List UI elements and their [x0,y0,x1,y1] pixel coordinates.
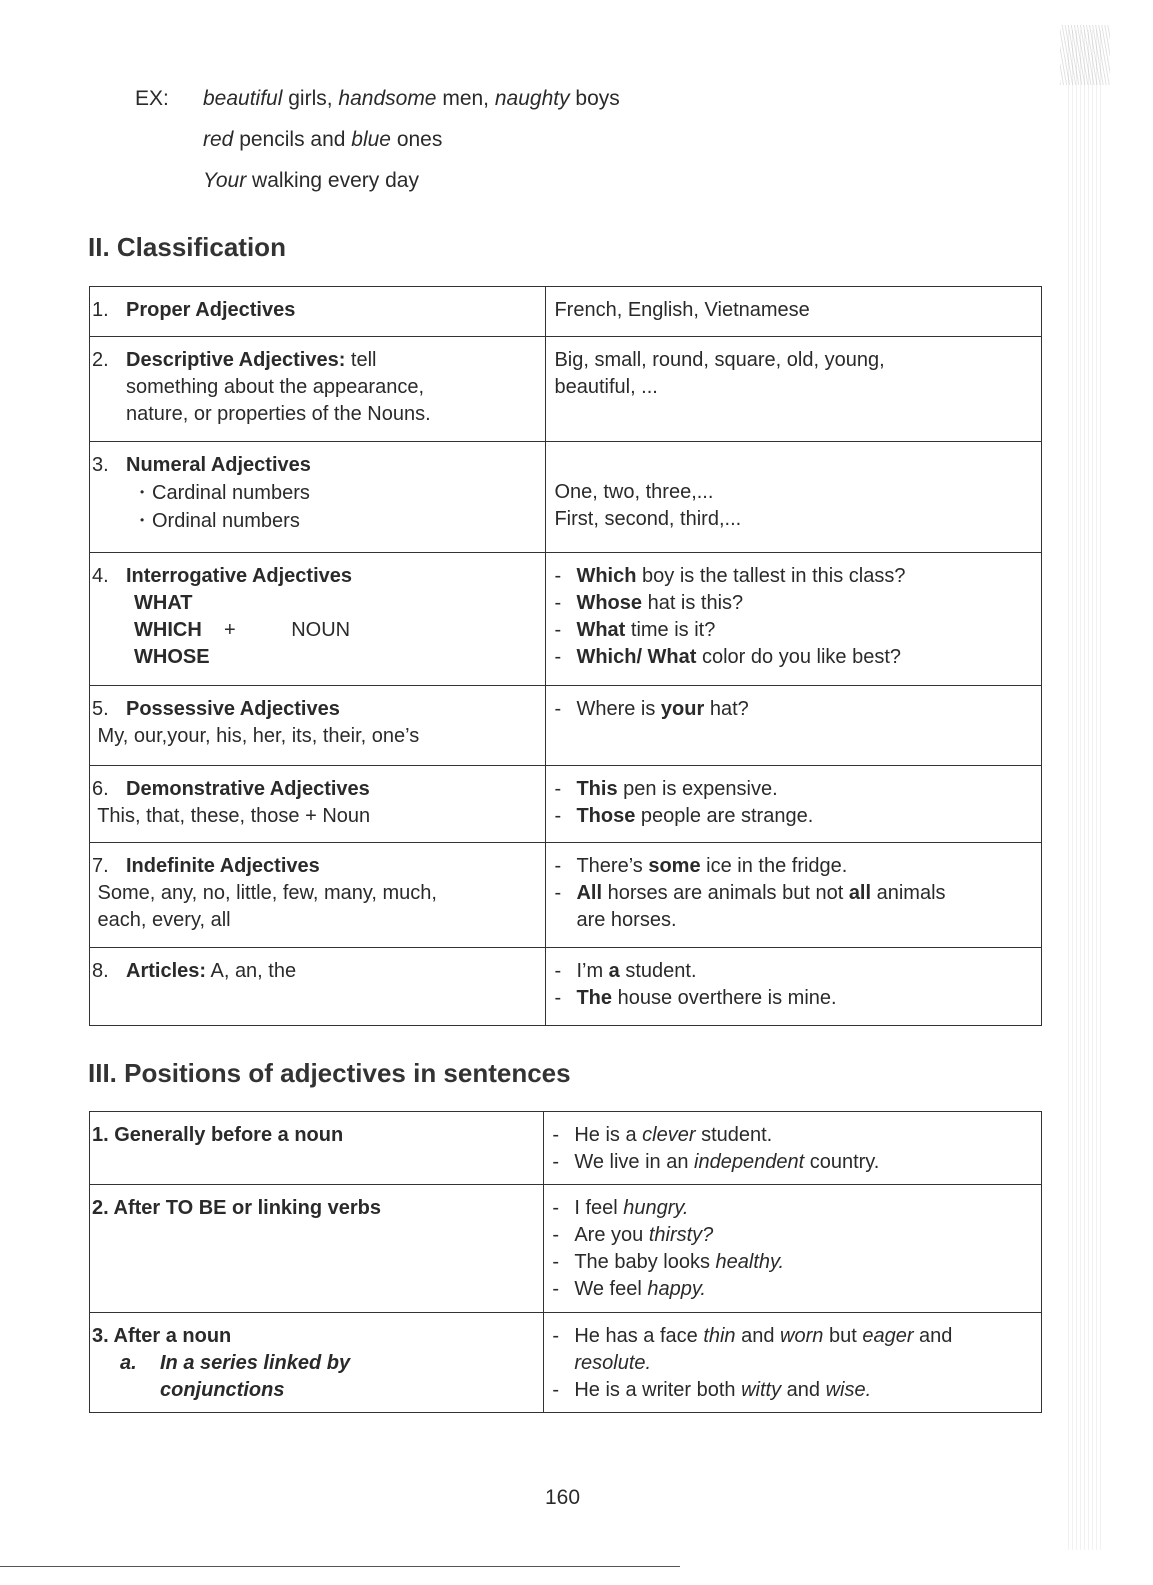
cell-line [92,563,539,590]
example-cell [546,766,1042,843]
bottom-rule [0,1566,680,1567]
text-run: - [554,778,562,800]
text-run: In a series linked by [160,1352,351,1374]
text-run: - [552,1151,560,1173]
text-run: but [823,1325,863,1347]
text-run: WHICH [134,619,202,641]
text-run: He is a [574,1124,643,1146]
cell-line [92,1195,537,1222]
cell-line [554,374,1035,401]
cell-line [92,374,539,401]
text-run: French, English, Vietnamese [554,299,810,321]
text-run: people are strange. [635,805,814,827]
category-cell [90,948,546,1026]
text-run: happy. [647,1278,706,1300]
example-cell [544,1112,1042,1185]
text-run: 4. [92,565,109,587]
text-run: and [735,1325,781,1347]
text-run: Numeral Adjectives [126,454,311,476]
text-run: Articles: [126,960,207,982]
text-run: Your [203,169,247,192]
table-row [90,1313,1042,1413]
cell-line [92,958,539,985]
cell-line [554,506,1035,533]
text-run: Demonstrative Adjectives [126,778,370,800]
text-run: Those [576,805,636,827]
text-run: A, an, the [206,960,297,982]
text-run: your [660,698,705,720]
text-run: and [781,1379,826,1401]
text-run: - [552,1124,560,1146]
text-run: - [554,855,562,877]
example-cell [546,686,1042,766]
cell-line [554,776,1035,803]
text-run: hat? [704,698,749,720]
category-cell [90,686,546,766]
text-run: witty [741,1379,782,1401]
text-run: Whose [576,592,643,614]
text-run: Interrogative Adjectives [126,565,353,587]
text-run: • [140,485,145,499]
cell-line [92,347,539,374]
text-run [552,1350,574,1377]
text-run: pen is expensive. [617,778,778,800]
text-run: men, [436,87,495,110]
text-run [554,907,576,934]
text-run: thirsty? [648,1224,714,1246]
text-run: girls, [282,87,339,110]
classification-heading: II. Classification [88,232,286,262]
example-cell [546,337,1042,442]
cell-line [92,617,539,644]
text-run: color do you like best? [696,646,901,668]
cell-line [554,907,1035,934]
text-run: hungry. [623,1197,689,1219]
text-run: 5. [92,698,109,720]
category-cell [90,1185,544,1313]
example-cell [546,843,1042,948]
category-cell [90,337,546,442]
text-run: The [576,987,613,1009]
cell-line [554,696,1035,723]
classification-table [89,286,1042,1026]
text-run: 6. [92,778,109,800]
cell-line [92,297,539,324]
text-run: Which [576,565,637,587]
text-run: Possessive Adjectives [126,698,340,720]
text-run: student. [695,1124,773,1146]
cell-line [92,696,539,723]
example-text-2 [203,128,442,151]
cell-line [92,644,539,671]
cell-line [554,617,1035,644]
text-run: 2. [92,349,109,371]
text-run: conjunctions [160,1379,285,1401]
category-cell [90,442,546,553]
cell-line [552,1276,1035,1303]
cell-line [92,907,539,934]
text-run: - [554,565,562,587]
text-run: - [554,619,562,641]
text-run: - [554,987,562,1009]
table-row [90,766,1042,843]
text-run: - [554,960,562,982]
cell-line [552,1195,1035,1222]
cell-line [552,1350,1035,1377]
text-run: Ordinal numbers [152,510,300,532]
text-run: each, every, all [92,909,231,931]
text-run: tell [345,349,377,371]
text-run: - [552,1197,560,1219]
cell-line [554,803,1035,830]
category-cell [90,553,546,686]
cell-line [92,723,539,750]
cell-line [92,853,539,880]
text-run: 2. After TO BE or linking verbs [92,1197,381,1219]
text-run: I’m [576,960,609,982]
examples-label: EX: [135,87,169,110]
table-row [90,1185,1042,1313]
positions-heading: III. Positions of adjectives in sentences [88,1058,571,1088]
text-run: This, that, these, those + Noun [92,805,371,827]
text-run: Proper Adjectives [126,299,296,321]
text-run: and [913,1325,953,1347]
text-run: - [552,1251,560,1273]
text-run: a [608,960,620,982]
cell-line [552,1149,1035,1176]
text-run: naughty [494,87,570,110]
text-run: 7. [92,855,109,877]
cell-line [92,401,539,428]
text-run: He is a writer both [574,1379,742,1401]
text-run: WHAT [134,592,193,614]
cell-line [92,1377,537,1404]
text-run: 3. [92,454,109,476]
text-run: hat is this? [642,592,744,614]
text-run: beautiful [203,87,283,110]
cell-line [92,803,539,830]
text-run: - [554,698,562,720]
example-text-3 [203,169,419,192]
text-run: + NOUN [201,619,351,641]
text-run: My, our,your, his, her, its, their, one’s [92,725,420,747]
text-run: some [648,855,701,877]
text-run: red [203,128,234,151]
text-run: time is it? [625,619,716,641]
text-run: wise. [825,1379,872,1401]
text-run: house overthere is mine. [612,987,837,1009]
cell-line [92,880,539,907]
text-run: - [552,1379,560,1401]
text-run: Are you [574,1224,649,1246]
cell-line [554,985,1035,1012]
category-cell [90,1112,544,1185]
cell-line [92,1350,537,1377]
text-run: 8. [92,960,109,982]
text-run: horses are animals but not [602,882,849,904]
text-run: nature, or properties of the Nouns. [126,403,431,425]
text-run: First, second, third,... [554,508,742,530]
cell-line [552,1323,1035,1350]
category-cell [90,766,546,843]
example-line-3 [135,160,620,201]
text-run: worn [780,1325,824,1347]
text-run [554,454,560,476]
text-run: student. [619,960,697,982]
cell-line [552,1222,1035,1249]
table-row [90,843,1042,948]
table-row [90,553,1042,686]
text-run: - [552,1325,560,1347]
text-run: animals [871,882,946,904]
text-run: All [576,882,603,904]
text-run: The baby looks [574,1251,716,1273]
example-cell [544,1313,1042,1413]
table-row [90,686,1042,766]
page-number: 160 [545,1486,581,1509]
text-run: We live in an [574,1151,695,1173]
text-run: Big, small, round, square, old, young, [554,349,885,371]
cell-line [554,563,1035,590]
scan-shadow-edge [1068,30,1102,1550]
text-run: Descriptive Adjectives: [126,349,346,371]
cell-line [92,776,539,803]
text-run: independent [694,1151,805,1173]
table-row [90,337,1042,442]
text-run: WHOSE [134,646,210,668]
cell-line [554,590,1035,617]
text-run: beautiful, ... [554,376,658,398]
scan-shadow-corner [1060,25,1110,85]
text-run: boy is the tallest in this class? [636,565,906,587]
example-line-1 [135,78,620,119]
cell-line [92,452,539,479]
cell-line [554,347,1035,374]
cell-line [554,452,1035,479]
text-run: One, two, three,... [554,481,714,503]
cell-line [554,644,1035,671]
text-run: something about the appearance, [126,376,424,398]
text-run: country. [804,1151,880,1173]
example-text-1 [203,87,620,110]
cell-line [554,853,1035,880]
cell-line [92,590,539,617]
cell-line [554,958,1035,985]
text-run: - [554,646,562,668]
text-run: walking every day [246,169,419,192]
text-run: Cardinal numbers [152,482,310,504]
text-run: are horses. [576,909,677,931]
category-cell [90,1313,544,1413]
table-row [90,442,1042,553]
text-run: There’s [576,855,649,877]
text-run: Where is [576,698,661,720]
text-run: handsome [338,87,437,110]
text-run: This [576,778,618,800]
example-cell [546,442,1042,553]
text-run: - [552,1278,560,1300]
example-cell [544,1185,1042,1313]
cell-line [92,507,539,535]
text-run: - [554,882,562,904]
cell-line [552,1377,1035,1404]
text-run: Some, any, no, little, few, many, much, [92,882,437,904]
example-cell [546,948,1042,1026]
text-run: resolute. [574,1352,652,1374]
example-line-2 [135,119,620,160]
cell-line [552,1122,1035,1149]
cell-line [92,1122,537,1149]
table-row [90,287,1042,337]
table-row [90,1112,1042,1185]
cell-line [92,1323,537,1350]
cell-line [92,479,539,507]
text-run: healthy. [715,1251,785,1273]
text-run: He has a face [574,1325,704,1347]
text-run: eager [862,1325,914,1347]
text-run: - [552,1224,560,1246]
text-run: 1. [92,299,109,321]
text-run: • [140,513,145,527]
table-row [90,948,1042,1026]
text-run: Which/ What [576,646,697,668]
text-run: Indefinite Adjectives [126,855,320,877]
text-run: blue [351,128,391,151]
text-run: all [848,882,872,904]
category-cell [90,843,546,948]
text-run: ice in the fridge. [700,855,848,877]
text-run: boys [569,87,620,110]
cell-line [554,479,1035,506]
cell-line [552,1249,1035,1276]
text-run: I feel [574,1197,624,1219]
text-run: - [554,805,562,827]
text-run: pencils and [233,128,352,151]
text-run: We feel [574,1278,648,1300]
example-cell [546,287,1042,337]
text-run: ones [390,128,443,151]
text-run: a. [120,1352,137,1374]
category-cell [90,287,546,337]
examples-block [135,78,620,201]
text-run: clever [642,1124,696,1146]
text-run: - [554,592,562,614]
text-run: What [576,619,626,641]
positions-table [89,1111,1042,1413]
text-run: 3. After a noun [92,1325,232,1347]
text-run: 1. Generally before a noun [92,1124,344,1146]
cell-line [554,880,1035,907]
text-run: thin [703,1325,736,1347]
cell-line [554,297,1035,324]
example-cell [546,553,1042,686]
